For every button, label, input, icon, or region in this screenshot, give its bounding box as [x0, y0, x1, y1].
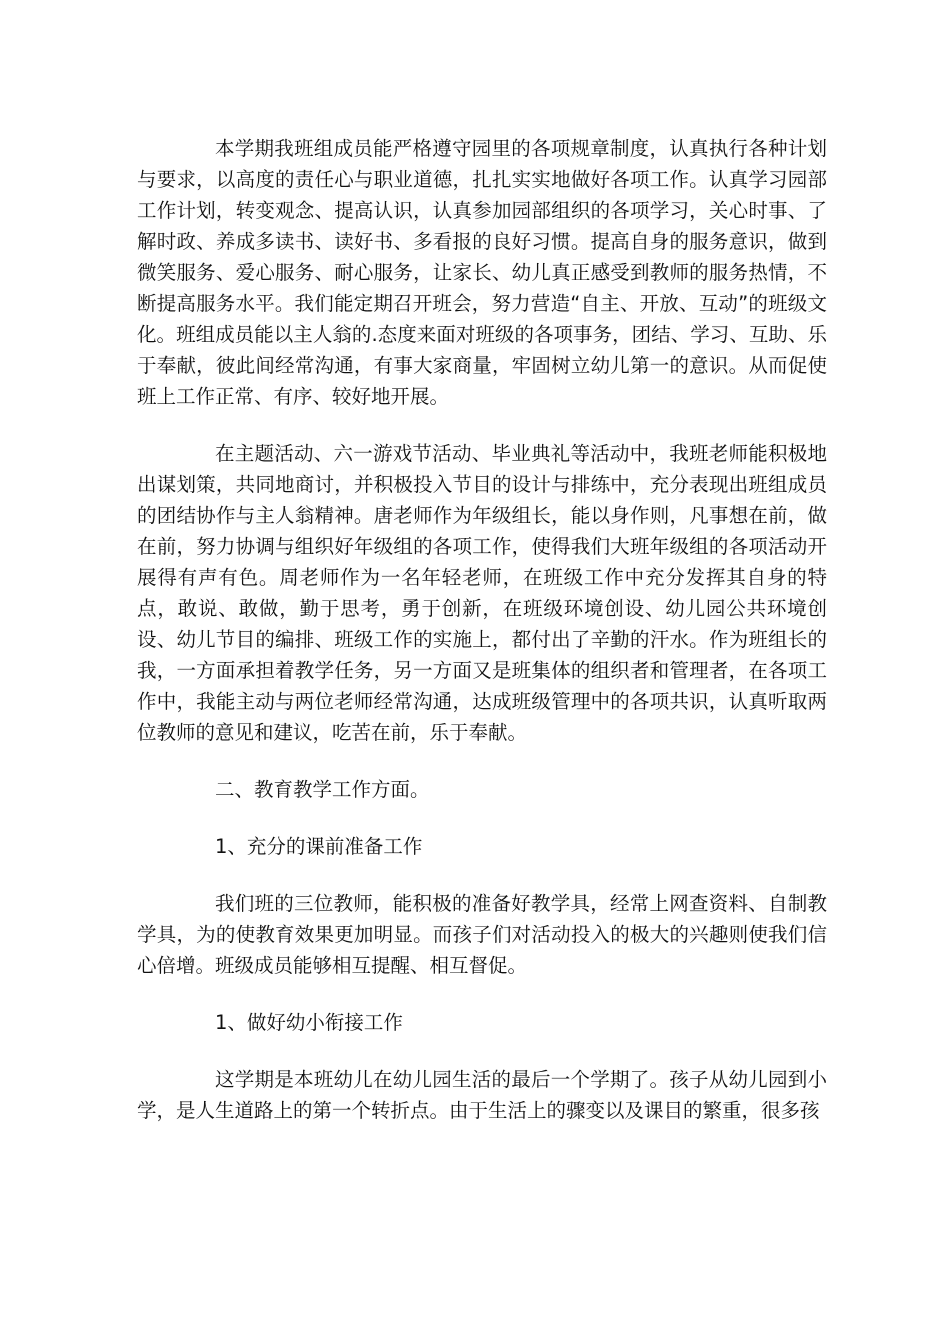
- paragraph-teamwork: 在主题活动、六一游戏节活动、毕业典礼等活动中，我班老师能积极地出谋划策，共同地商讨，并积极投入节目的设计与排练中，充分表现出班组成员的团结协作与主人翁精神。唐老师作为年级组长，能以身作则，凡事想在前，做在前，努力协调与组织好年级组的各项工作，使得我们大班年级组的各项活动开展得有声有色。周老师作为一名年轻老师，在班级工作中充分发挥其自身的特点，敢说、敢做，勤于思考，勇于创新，在班级环境创设、幼儿园公共环境创设、幼儿节目的编排、班级工作的实施上，都付出了辛勤的汗水。作为班组长的我，一方面承担着教学任务，另一方面又是班集体的组织者和管理者，在各项工作中，我能主动与两位老师经常沟通，达成班级管理中的各项共识，认真听取两位教师的意见和建议，吃苦在前，乐于奉献。: [137, 442, 827, 744]
- document-body: [137, 133, 827, 1152]
- paragraph-transition-work: 这学期是本班幼儿在幼儿园生活的最后一个学期了。孩子从幼儿园到小学，是人生道路上的第一个转折点。由于生活上的骤变以及课目的繁重，很多孩: [137, 1068, 827, 1122]
- section-heading-teaching: 二、教育教学工作方面。: [215, 778, 430, 801]
- subheading-lesson-preparation: 1、充分的课前准备工作: [215, 835, 423, 858]
- subheading-transition-work: 1、做好幼小衔接工作: [215, 1011, 403, 1034]
- paragraph-class-discipline: 本学期我班组成员能严格遵守园里的各项规章制度，认真执行各种计划与要求，以高度的责任心与职业道德，扎扎实实地做好各项工作。认真学习园部工作计划，转变观念、提高认识，认真参加园部组织的各项学习，关心时事、了解时政、养成多读书、读好书、多看报的良好习惯。提高自身的服务意识，做到微笑服务、爱心服务、耐心服务，让家长、幼儿真正感受到教师的服务热情，不断提高服务水平。我们能定期召开班会，努力营造“自主、开放、互动”的班级文化。班组成员能以主人翁的.态度来面对班级的各项事务，团结、学习、互助、乐于奉献，彼此间经常沟通，有事大家商量，牢固树立幼儿第一的意识。从而促使班上工作正常、有序、较好地开展。: [137, 137, 827, 408]
- paragraph-lesson-preparation: 我们班的三位教师，能积极的准备好教学具，经常上网查资料、自制教学具，为的使教育效果更加明显。而孩子们对活动投入的极大的兴趣则使我们信心倍增。班级成员能够相互提醒、相互督促。: [137, 892, 827, 977]
